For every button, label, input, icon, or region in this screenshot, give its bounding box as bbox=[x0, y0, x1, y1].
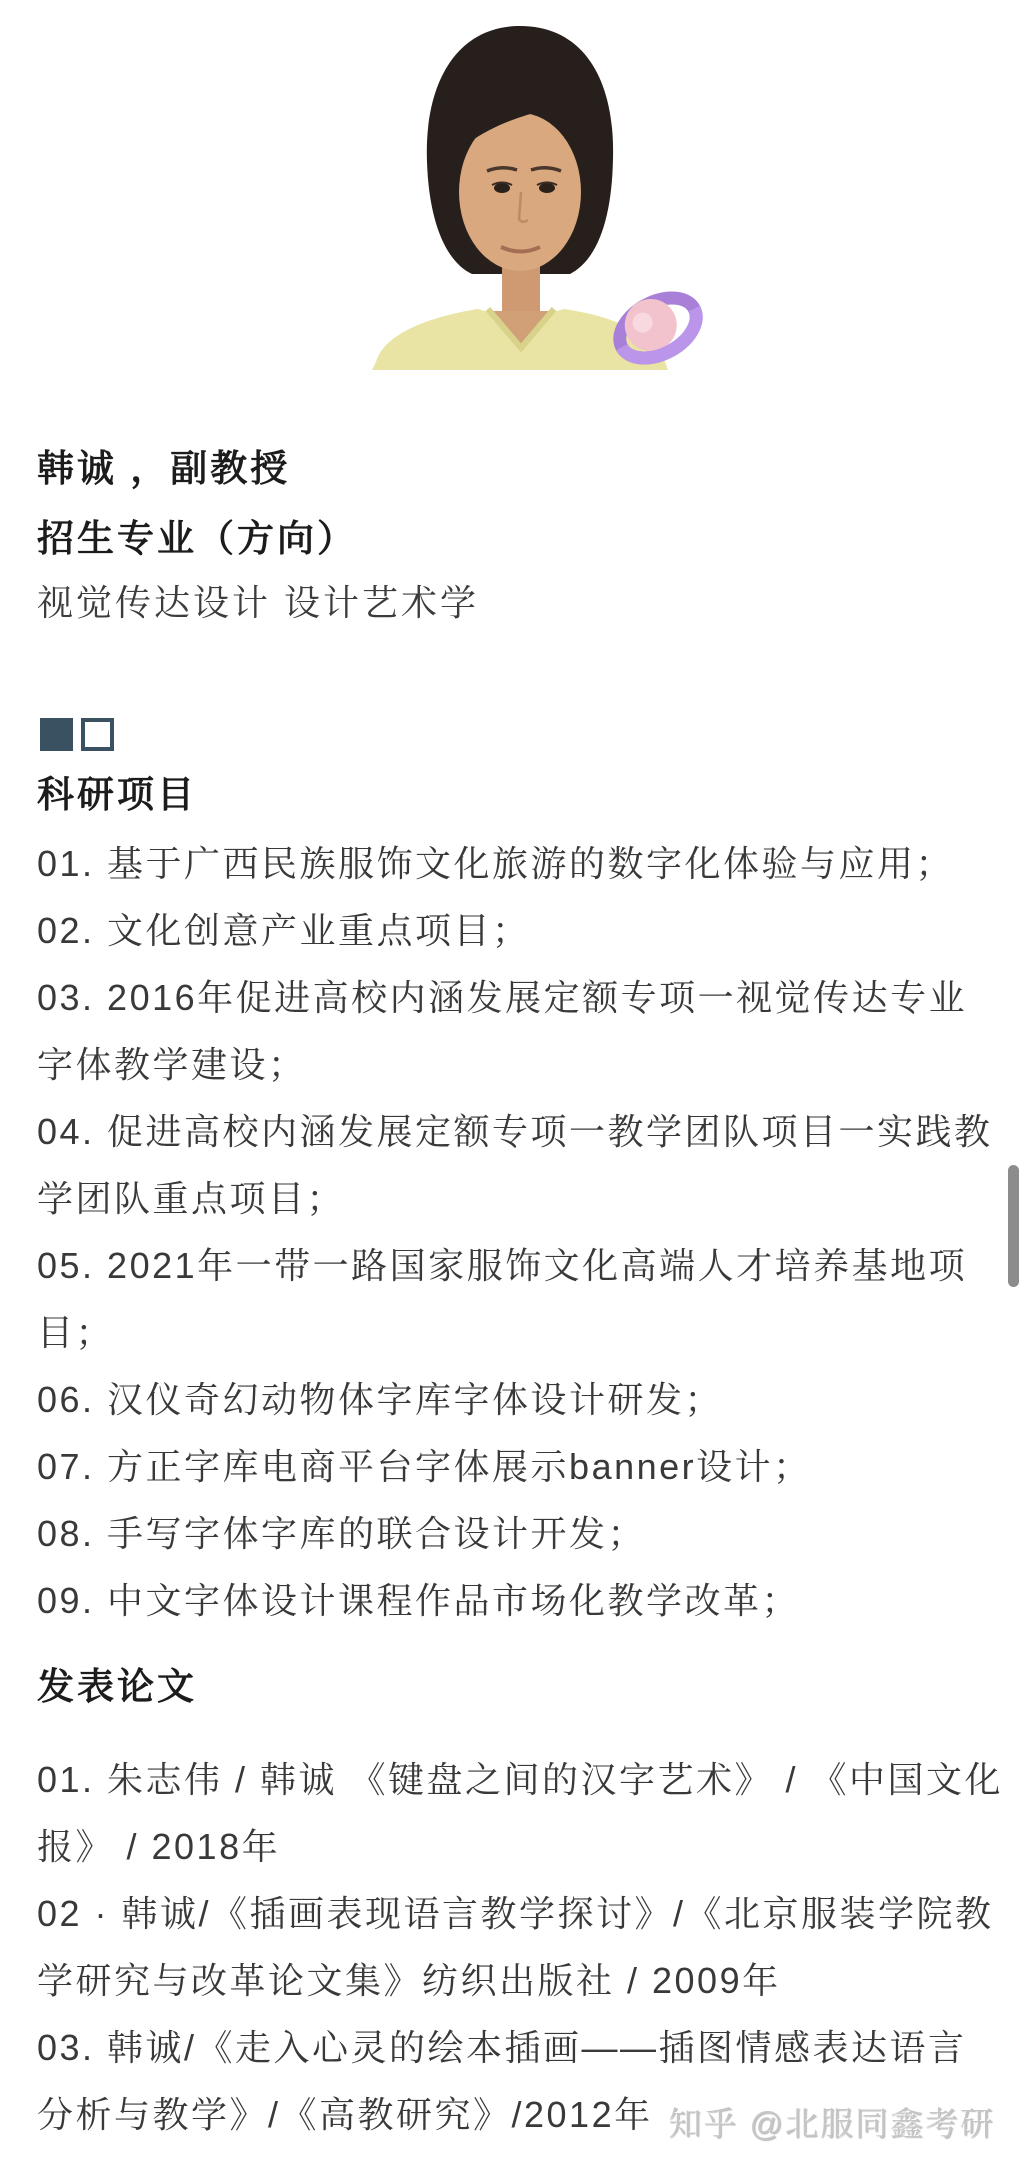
projects-heading: 科研项目 bbox=[37, 774, 197, 815]
list-line: 报》 / 2018年 bbox=[37, 1826, 281, 1867]
outline-square-marker bbox=[81, 718, 114, 751]
list-line: 06. 汉仪奇幻动物体字库字体设计研发； bbox=[37, 1379, 724, 1420]
list-line: 分析与教学》/《高教研究》/2012年 bbox=[37, 2094, 653, 2135]
list-line: 08. 手写字体字库的联合设计开发； bbox=[37, 1513, 647, 1554]
admission-majors: 视觉传达设计 设计艺术学 bbox=[37, 582, 480, 623]
list-line: 字体教学建设； bbox=[37, 1044, 307, 1085]
admission-heading: 招生专业（方向） bbox=[37, 518, 357, 559]
projects-list bbox=[37, 828, 1002, 1632]
filled-square-marker bbox=[40, 718, 73, 751]
list-line: 01. 朱志伟 / 韩诚 《键盘之间的汉字艺术》 / 《中国文化 bbox=[37, 1759, 1004, 1800]
list-line: 05. 2021年一带一路国家服饰文化高端人才培养基地项 bbox=[37, 1245, 968, 1286]
profile-name: 韩诚 ，副教授 bbox=[37, 448, 291, 489]
woman-portrait-id-photo bbox=[370, 20, 710, 370]
list-line: 03. 韩诚/《走入心灵的绘本插画——插图情感表达语言 bbox=[37, 2027, 967, 2068]
list-line: 学研究与改革论文集》纺织出版社 / 2009年 bbox=[37, 1960, 781, 2001]
list-line: 09. 中文字体设计课程作品市场化教学改革； bbox=[37, 1580, 801, 1621]
section-marker-squares bbox=[40, 718, 114, 751]
list-line: 04. 促进高校内涵发展定额专项一教学团队项目一实践教 bbox=[37, 1111, 993, 1152]
list-line: 目； bbox=[37, 1312, 115, 1353]
list-line: 02. 文化创意产业重点项目； bbox=[37, 910, 531, 951]
papers-heading: 发表论文 bbox=[37, 1666, 197, 1707]
list-line: 07. 方正字库电商平台字体展示banner设计； bbox=[37, 1446, 812, 1487]
watermark: 知乎 @北服同鑫考研 bbox=[668, 2105, 995, 2142]
profile-photo bbox=[370, 20, 710, 370]
scrollbar-thumb[interactable] bbox=[1008, 1165, 1019, 1287]
purple-ring-ball-sticker bbox=[607, 280, 707, 370]
papers-list bbox=[37, 1744, 1002, 2146]
list-line: 02 · 韩诚/《插画表现语言教学探讨》/《北京服装学院教 bbox=[37, 1893, 994, 1934]
list-line: 03. 2016年促进高校内涵发展定额专项一视觉传达专业 bbox=[37, 977, 968, 1018]
list-line: 学团队重点项目； bbox=[37, 1178, 346, 1219]
list-line: 01. 基于广西民族服饰文化旅游的数字化体验与应用； bbox=[37, 843, 955, 884]
